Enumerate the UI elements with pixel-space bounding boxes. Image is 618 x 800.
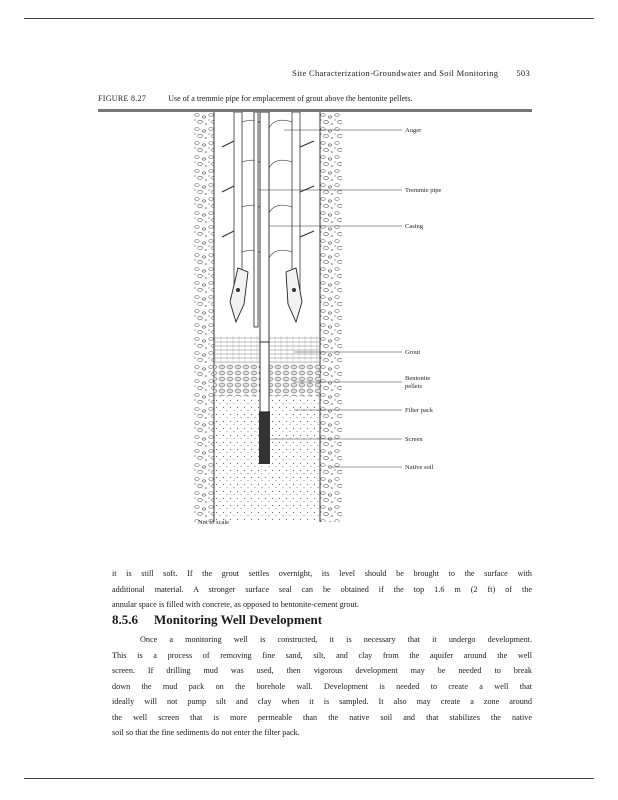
label-filter-pack: Filter pack [405,407,433,414]
paragraph-line: down the mud pack on the borehole wall. Development is needed to create a well that [112,681,532,691]
native-soil-left [194,112,214,522]
figure-caption-text: Use of a tremmie pipe for emplacement of grout above the bentonite pellets. [168,94,413,103]
scale-note: Not to scale [198,519,230,526]
label-tremmie-pipe: Tremmie pipe [405,187,442,194]
page-number: 503 [516,68,530,78]
top-rule [24,18,594,19]
casing [260,112,269,342]
label-screen: Screen [405,436,423,443]
paragraph-line: additional material. A stronger surface seal can be obtained if the top 1.6 m (2 ft) of the [112,584,532,594]
well-diagram-svg [194,112,484,530]
label-casing: Casing [405,223,424,230]
paragraph-line: annular space is filled with concrete, as opposed to bentonite-cement grout. [112,600,359,609]
well-screen [259,412,270,464]
native-soil-right [320,112,342,522]
section-title: Monitoring Well Development [154,612,323,627]
paragraph-line: This is a process of removing fine sand, silt, and clay from the aquifer around the well [112,650,532,660]
section-number: 8.5.6 [112,612,138,627]
label-native-soil: Native soil [405,464,434,471]
paragraph-line: soil so that the fine sediments do not enter the filter pack. [112,728,300,737]
running-head-title: Site Characterization-Groundwater and Soil Monitoring [292,68,499,78]
bottom-rule [24,778,594,779]
section-heading [112,612,322,628]
paragraph-line: it is still soft. If the grout settles overnight, its level should be brought to the surface with [112,569,532,578]
running-head [292,68,530,78]
paragraph-line: Once a monitoring well is constructed, it is necessary that it undergo development. [140,635,532,644]
paragraph-2 [112,632,532,741]
figure-caption [98,94,412,103]
figure-label: FIGURE 8.27 [98,94,147,103]
tremmie-pipe [254,112,258,327]
paragraph-1 [112,566,532,613]
label-bentonite: Bentonite [405,375,431,382]
paragraph-line: ideally will not pump silt and clay when it is sampled. It also may create a zone around [112,697,532,706]
paragraph-line: screen. If drilling mud was used, then vigorous development may be needed to break [112,666,532,675]
label-auger: Auger [405,127,422,134]
label-pellets: pellets [405,383,422,390]
well-diagram [194,112,484,530]
paragraph-line: the well screen that is more permeable than the native soil and that stabilizes the native [112,712,532,722]
label-grout: Grout [405,349,421,356]
